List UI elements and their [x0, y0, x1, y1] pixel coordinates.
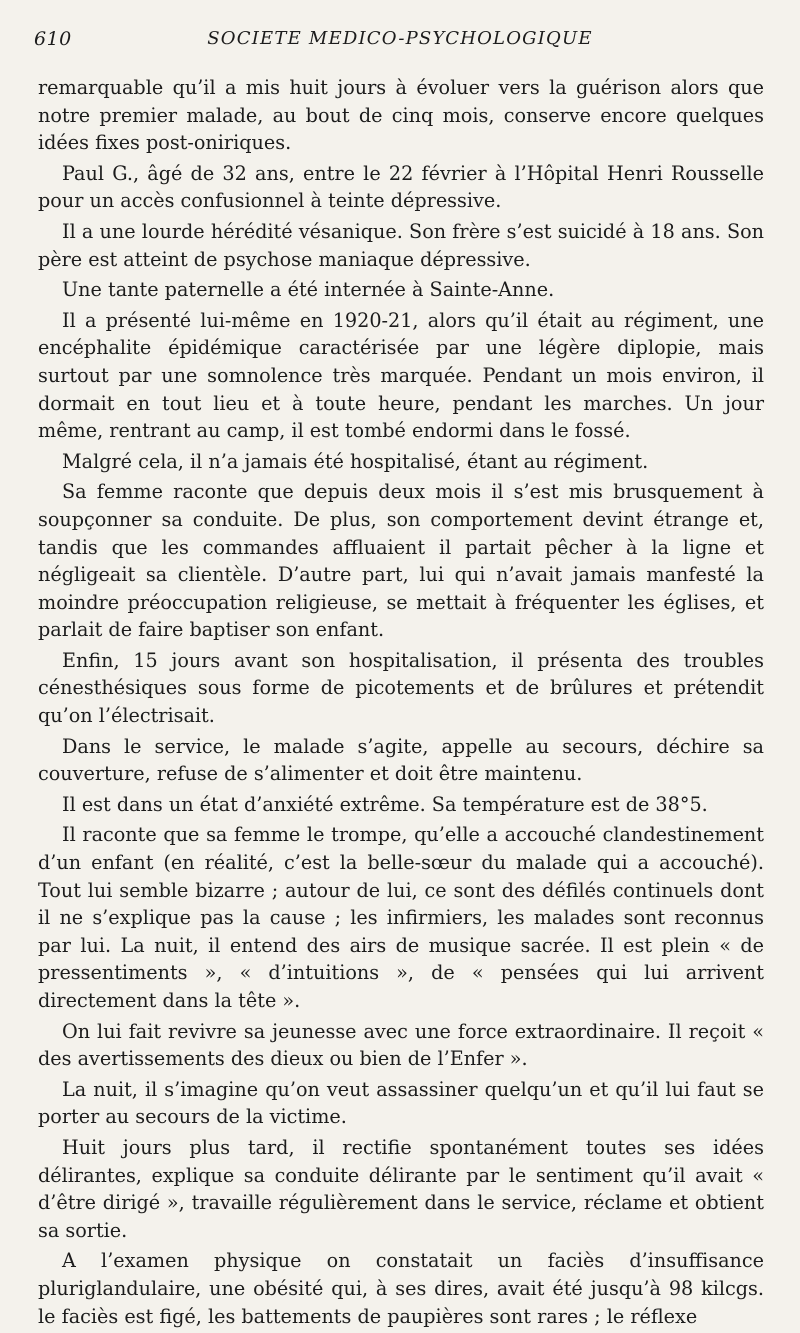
- paragraph: Une tante paternelle a été internée à Sainte-Anne.: [62, 278, 555, 302]
- paragraph: Paul G., âgé de 32 ans, entre le 22 février à l’Hôpital Henri Rousselle pour un accès confusionnel à teinte dépressive.: [38, 161, 764, 213]
- paragraph: Il raconte que sa femme le trompe, qu’elle a accouché clandestinement d’un enfant (en réalité, c’est la belle-sœur du malade qui a accouché). Tout lui semble bizarre ; autour de lui, ce sont des défilés continuels dont il ne s’explique pas la cause ; les infirmiers, les malades sont reconnus par lui. La nuit, il entend des airs de musique sacrée. Il est plein « de pressentiments », « d’intuitions », de « pensées qui lui arrivent directement dans la tête ».: [38, 823, 764, 1012]
- paragraph: Enfin, 15 jours avant son hospitalisation, il présenta des troubles cénesthésiques sous forme de picotements et de brûlures et prétendit qu’on l’électrisait.: [38, 648, 764, 728]
- page-header: [34, 28, 766, 60]
- paragraph: La nuit, il s’imagine qu’on veut assassiner quelqu’un et qu’il lui faut se porter au secours de la victime.: [38, 1077, 764, 1129]
- body-text: [38, 74, 764, 1333]
- paragraph: remarquable qu’il a mis huit jours à évoluer vers la guérison alors que notre premier malade, au bout de cinq mois, conserve encore quelques idées fixes post-oniriques.: [38, 76, 764, 155]
- page-number: 610: [34, 28, 72, 50]
- paragraph: Sa femme raconte que depuis deux mois il s’est mis brusquement à soupçonner sa conduite. De plus, son comportement devint étrange et, tandis que les commandes affluaient il partait pêcher à la ligne et négligeait sa clientèle. D’autre part, lui qui n’avait jamais manfesté la moindre préoccupation religieuse, se mettait à fréquenter les églises, et parlait de faire baptiser son enfant.: [38, 480, 764, 642]
- paragraph: Malgré cela, il n’a jamais été hospitalisé, étant au régiment.: [62, 449, 649, 473]
- running-head: SOCIETE MEDICO-PSYCHOLOGIQUE: [207, 28, 593, 49]
- paragraph: Il est dans un état d’anxiété extrême. Sa température est de 38°5.: [62, 792, 708, 816]
- paragraph: Dans le service, le malade s’agite, appelle au secours, déchire sa couverture, refuse de s’alimenter et doit être maintenu.: [38, 734, 764, 786]
- paragraph: Huit jours plus tard, il rectifie spontanément toutes ses idées délirantes, explique sa conduite délirante par le sentiment qu’il avait « d’être dirigé », travaille régulièrement dans le service, réclame et obtient sa sortie.: [38, 1135, 764, 1242]
- paragraph: A l’examen physique on constatait un faciès d’insuffisance pluriglandulaire, une obésité qui, à ses dires, avait été jusqu’à 98 kilcgs. le faciès est figé, les battements de paupières sont rares ; le réflexe: [38, 1249, 764, 1328]
- paragraph: Il a présenté lui-même en 1920-21, alors qu’il était au régiment, une encéphalite épidémique caractérisée par une légère diplopie, mais surtout par une somnolence très marquée. Pendant un mois environ, il dormait en tout lieu et à toute heure, pendant les marches. Un jour même, rentrant au camp, il est tombé endormi dans le fossé.: [38, 308, 764, 443]
- paragraph: Il a une lourde hérédité vésanique. Son frère s’est suicidé à 18 ans. Son père est atteint de psychose maniaque dépressive.: [38, 219, 764, 271]
- paragraph: On lui fait revivre sa jeunesse avec une force extraordinaire. Il reçoit « des avertissements des dieux ou bien de l’Enfer ».: [38, 1019, 764, 1071]
